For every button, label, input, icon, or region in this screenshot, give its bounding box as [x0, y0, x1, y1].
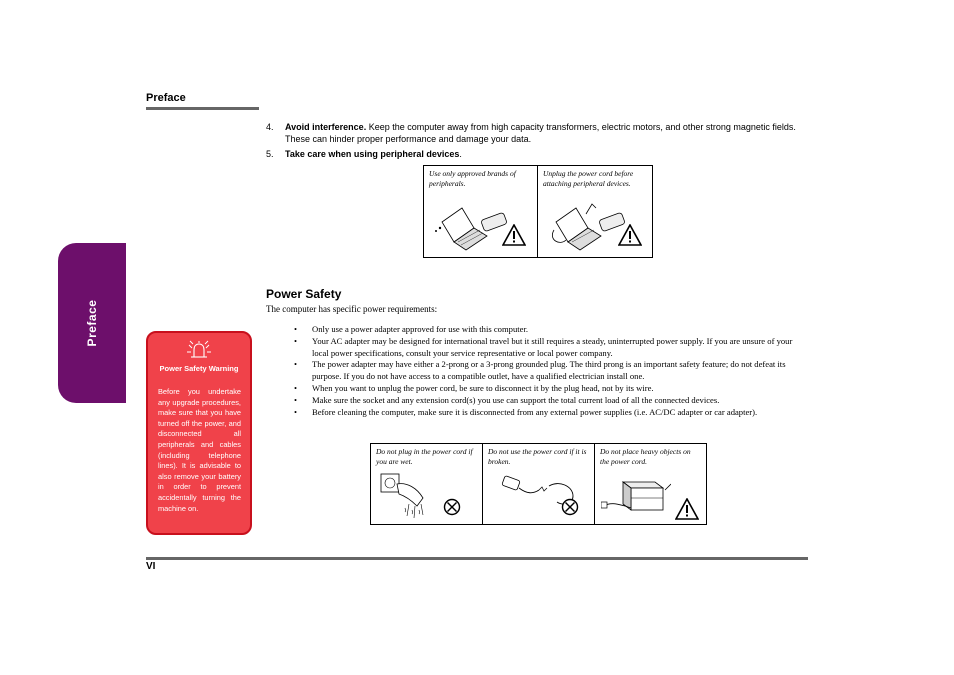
- list-item: [266, 121, 811, 145]
- running-header: Preface: [146, 92, 186, 104]
- prohibited-icon: [443, 498, 461, 516]
- side-tab-label: Preface: [85, 299, 99, 347]
- warning-triangle-icon: [502, 224, 526, 246]
- figure-cell: [424, 166, 538, 257]
- list-item: • Before cleaning the computer, make sure it is disconnected from any external power supplies (i.e. AC/DC adapter or car adapter).: [294, 407, 809, 419]
- footer-rule: [146, 557, 808, 560]
- list-item: • Your AC adapter may be designed for international travel but it still requires a steady, uninterrupted power supply. If you are unsure of your local power specifications, consult your service representative or local power company.: [294, 336, 809, 360]
- warning-triangle-icon: [618, 224, 642, 246]
- item-text: Keep the computer away from high capacity transformers, electric motors, and other strong magnetic fields. These can hinder proper performance and damage your data.: [285, 122, 796, 144]
- item-text: .: [459, 149, 462, 159]
- figure-cell: [595, 444, 706, 524]
- list-item: [266, 148, 811, 160]
- item-number: 5.: [266, 149, 274, 159]
- prohibited-icon: [561, 498, 579, 516]
- power-safety-warning-box: [146, 331, 252, 535]
- wet-hands-plug-illustration: [377, 470, 437, 520]
- power-figure: [370, 443, 707, 525]
- item-number: 4.: [266, 122, 274, 132]
- side-tab: [58, 243, 126, 403]
- figure-caption: Do not use the power cord if it is broken.: [488, 447, 587, 466]
- figure-caption: Do not plug in the power cord if you are wet.: [376, 447, 473, 466]
- figure-caption: Do not place heavy objects on the power cord.: [600, 447, 691, 466]
- figure-cell: [538, 166, 652, 257]
- figure-caption: Unplug the power cord before attaching peripheral devices.: [543, 169, 634, 188]
- page-number: VI: [146, 561, 156, 572]
- heavy-object-on-cord-illustration: [601, 472, 671, 518]
- section-intro: The computer has specific power requirements:: [266, 304, 438, 314]
- warning-triangle-icon: [675, 498, 699, 520]
- list-item: • When you want to unplug the power cord, be sure to disconnect it by the plug head, not by its wire.: [294, 383, 809, 395]
- numbered-list: [266, 121, 811, 163]
- list-item: • Make sure the socket and any extension cord(s) you use can support the total current load of all the connected devices.: [294, 395, 809, 407]
- figure-caption: Use only approved brands of peripherals.: [429, 169, 516, 188]
- figure-cell: [483, 444, 595, 524]
- item-lead: Avoid interference.: [285, 122, 367, 132]
- header-rule: [146, 107, 259, 110]
- peripheral-figure: [423, 165, 653, 258]
- list-item: • The power adapter may have either a 2-prong or a 3-prong grounded plug. The third prong is an important safety feature; do not defeat its purpose. If you do not have access to a compatible outlet, have a qualified electrician install one.: [294, 359, 809, 383]
- list-item: • Only use a power adapter approved for use with this computer.: [294, 324, 809, 336]
- warning-body: Before you undertake any upgrade procedures, make sure that you have turned off the power, and disconnected all peripherals and cables (including telephone lines). It is advisable to also remove your battery in order to prevent accidentally turning the machine on.: [158, 387, 241, 513]
- item-lead: Take care when using peripheral devices: [285, 149, 460, 159]
- section-title: Power Safety: [266, 287, 342, 301]
- figure-cell: [371, 444, 483, 524]
- power-safety-bullets: [294, 324, 809, 418]
- alarm-bell-icon: [186, 339, 212, 361]
- warning-title: Power Safety Warning: [159, 364, 239, 373]
